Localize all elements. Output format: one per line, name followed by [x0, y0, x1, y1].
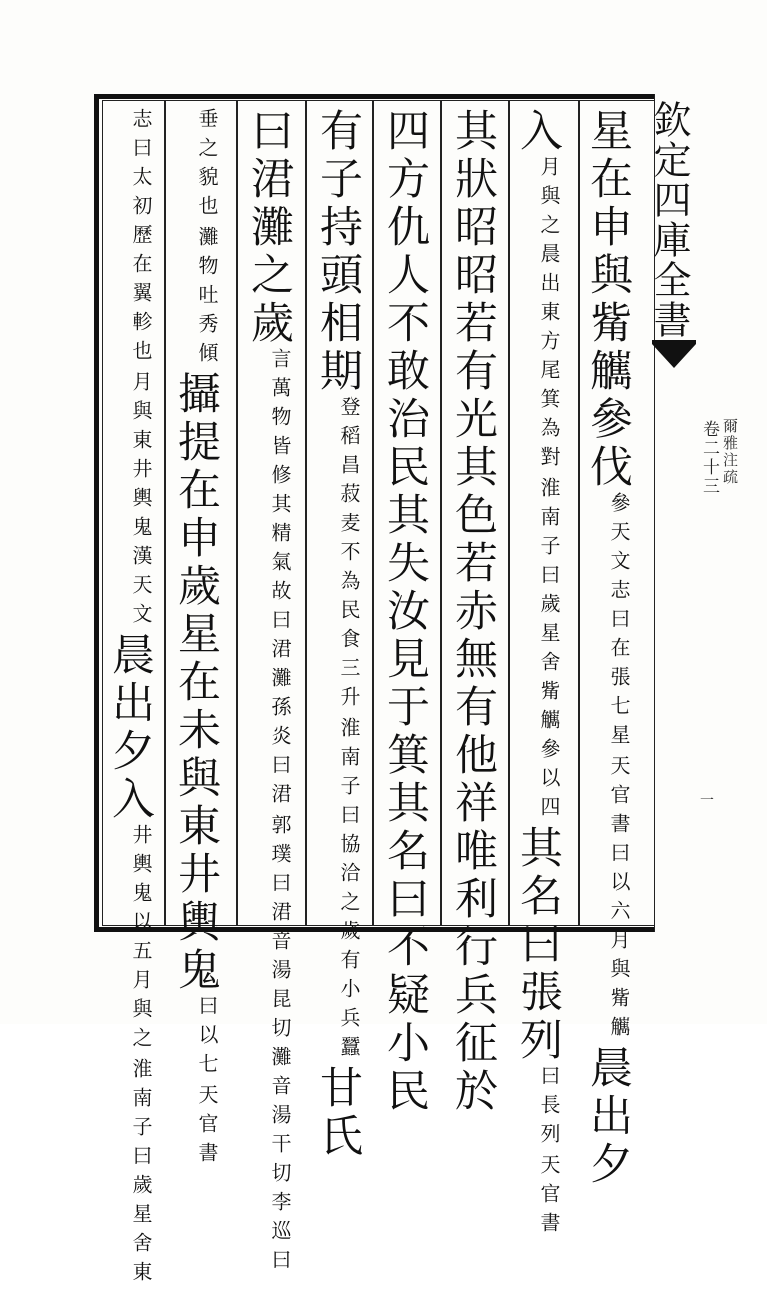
main-text: 甘氏 [313, 1065, 363, 1161]
commentary-line-left: 曰以七 [195, 995, 219, 1082]
collection-title: 欽定四庫全書 [647, 100, 691, 340]
text-column [380, 108, 430, 1116]
commentary-line-left: 垂之貌也 [195, 108, 219, 224]
column-rule [440, 101, 442, 925]
commentary-line-right: 淮南子曰歲星舍觜觽參以四 [537, 477, 561, 825]
text-column [105, 108, 155, 1290]
commentary-note [197, 995, 217, 1171]
commentary-line-left: 月與之晨出東方尾箕為對 [537, 156, 561, 475]
main-text: 星在申與觜觽參伐 [583, 108, 633, 492]
text-column [244, 108, 294, 1278]
commentary-note [197, 108, 217, 371]
commentary-line-left: 登稻昌菽麦不為民食三升 [337, 396, 361, 715]
column-rule [578, 101, 580, 925]
main-text: 曰涒灘之歲 [244, 108, 294, 348]
commentary-line-left: 井輿鬼以五月與之 [129, 824, 153, 1056]
commentary-line-left: 言萬物皆修其精氣故曰涒灘孫炎曰涒 [268, 348, 292, 812]
page-mark: 一 [700, 793, 714, 809]
commentary-line-right: 天官書 [537, 1154, 561, 1241]
commentary-note [131, 108, 151, 632]
text-column [448, 108, 498, 1116]
commentary-line-left: 志曰太初歷在翼軫也 [129, 108, 153, 369]
column-rule [305, 101, 307, 925]
commentary-note [270, 348, 290, 1278]
main-text: 四方仇人不敢治民其失汝見于箕其名曰不疑小民 [380, 108, 430, 1116]
commentary-line-left: 參天文志曰在張七星 [607, 492, 631, 753]
book-title: 爾雅注疏 [721, 418, 739, 486]
text-column [171, 108, 221, 1171]
commentary-note [131, 824, 151, 1290]
column-rule [508, 101, 510, 925]
commentary-note [339, 396, 359, 1065]
fish-tail-mark [652, 340, 696, 370]
main-text: 有子持頭相期 [313, 108, 363, 396]
commentary-line-right: 月與東井輿鬼漢天文 [129, 371, 153, 632]
column-rule [372, 101, 374, 925]
main-text: 其名曰張列 [513, 825, 563, 1065]
text-column [583, 108, 633, 1189]
main-text: 入 [513, 108, 563, 156]
text-column [313, 108, 363, 1161]
main-text: 晨出夕入 [105, 632, 155, 824]
main-text: 其狀昭昭若有光其色若赤無有他祥唯利行兵征於 [448, 108, 498, 1116]
commentary-line-right: 灘物吐秀傾 [195, 226, 219, 371]
volume-label: 卷二十三 [699, 420, 719, 496]
commentary-line-right: 天官書曰以六月與觜觽 [607, 755, 631, 1045]
commentary-line-right: 淮南子曰協洽之歲有小兵蠶 [337, 717, 361, 1065]
text-column [513, 108, 563, 1241]
commentary-line-left: 曰長列 [537, 1065, 561, 1152]
commentary-line-right: 淮南子曰歲星舍東 [129, 1058, 153, 1290]
commentary-line-right: 郭璞曰涒音湯昆切灘音湯干切李巡曰 [268, 814, 292, 1278]
main-text: 晨出夕 [583, 1045, 633, 1189]
commentary-line-right: 天官書 [195, 1084, 219, 1171]
column-rule [164, 101, 166, 925]
commentary-note [539, 1065, 559, 1241]
main-text: 攝提在申歲星在未與東井輿鬼 [171, 371, 221, 995]
commentary-note [539, 156, 559, 825]
commentary-note [609, 492, 629, 1045]
column-rule [236, 101, 238, 925]
